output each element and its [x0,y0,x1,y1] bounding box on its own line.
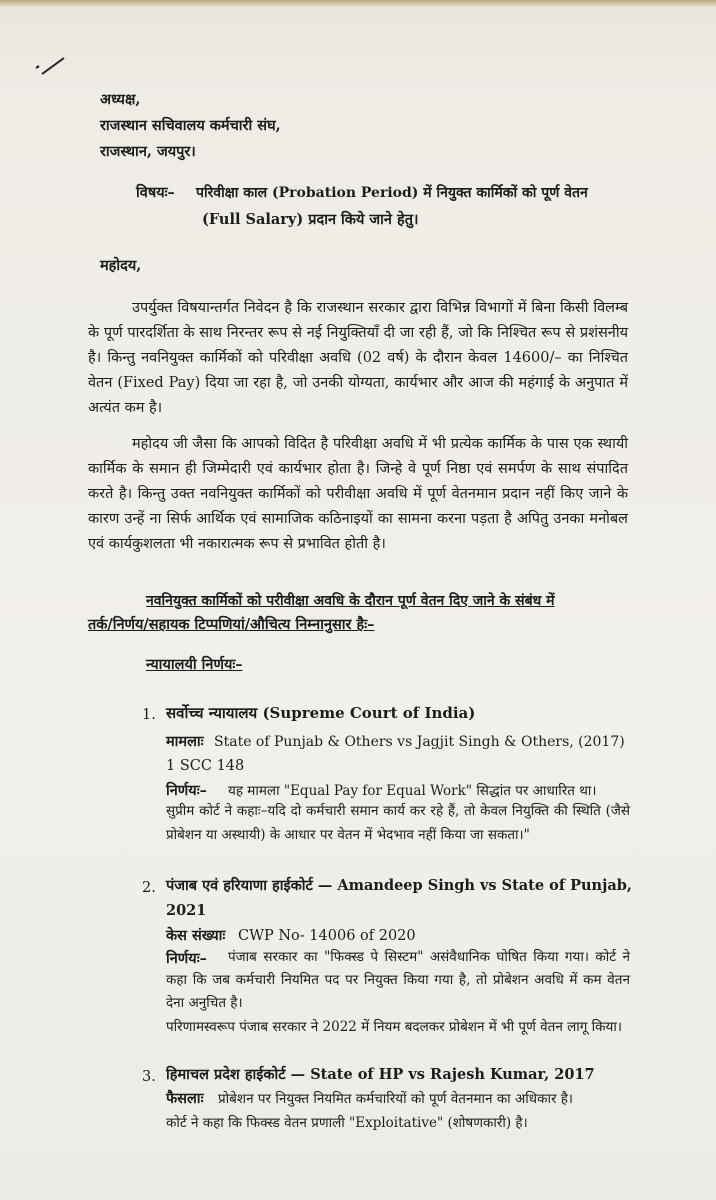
paragraph-1-text: उपर्युक्त विषयान्तर्गत निवेदन है कि राजस्थान सरकार द्वारा विभिन्न विभागों में बिना किसी विलम्ब के पूर्ण पारदर्शिता के साथ निरन्तर रूप से नई नियुक्तियाँ दी जा रही हैं, जो कि निश्चित रूप से प्रशंसनीय है। किन्तु नवनियुक्त कार्मिकों को परिवीक्षा अवधि (02 वर्ष) के दौरान केवल 14600/– का निश्चित वेतन (Fixed Pay) दिया जा रहा है, जो उनकी योग्यता, कार्यभार और आज की महंगाई के अनुपात में अत्यंत कम है। [88,300,628,416]
addressee-line-1: अध्यक्ष, [100,91,141,108]
case-3-number: 3. [142,1069,156,1085]
case-2-number: 2. [142,880,156,896]
case-2-ref-value: CWP No- 14006 of 2020 [238,928,416,944]
paragraph-2 [88,432,628,557]
case-3-verdict-label: फैसलाः [166,1090,204,1107]
case-3-verdict-line-1: प्रोबेशन पर नियुक्त नियमित कर्मचारियों को पूर्ण वेतनमान का अधिकार है। [218,1091,574,1107]
court-decisions-heading: न्यायालयी निर्णयः– [146,656,243,673]
case-1-court: सर्वोच्च न्यायालय (Supreme Court of India) [166,704,476,722]
case-1-ref-label: मामलाः [166,733,204,750]
pen-mark-icon [30,50,70,80]
subject-line-1: परिवीक्षा काल (Probation Period) में नियुक्त कार्मिकों को पूर्ण वेतन [196,185,588,201]
paragraph-2-text: महोदय जी जैसा कि आपको विदित है परिवीक्षा अवधि में भी प्रत्येक कार्मिक के पास एक स्थायी कार्मिक के समान ही जिम्मेदारी एवं कार्यभार होता है। जिन्हे वे पूर्ण निष्ठा एवं समर्पण के साथ संपादित करते है। किन्तु उक्त नवनियुक्त कार्मिकों को परीवीक्षा अवधि में पूर्ण वेतनमान प्रदान नहीं किए जाने के कारण उन्हें ना सिर्फ आर्थिक एवं सामाजिक कठिनाइयों का सामना करना पड़ता है अपितु उनका मनोबल एवं कार्यकुशलता भी नकारात्मक रूप से प्रभावित होती है। [88,436,628,552]
case-2-ref-label: केस संख्याः [166,927,226,944]
paragraph-1 [88,296,628,421]
case-1-note: सुप्रीम कोर्ट ने कहाः–यदि दो कर्मचारी समान कार्य कर रहे हैं, तो केवल नियुक्ति की स्थिति (जैसे प्रोबेशन या अस्थायी) के आधार पर वेतन में भेदभाव नहीं किया जा सकता।" [166,803,630,843]
case-2-decision-label: निर्णयः– [166,950,207,967]
case-3-verdict-line-2: कोर्ट ने कहा कि फिक्स्ड वेतन प्रणाली "Exploitative" (शोषणकारी) है। [166,1115,528,1131]
case-1-ref-line-1: State of Punjab & Others vs Jagjit Singh & Others, (2017) [214,734,625,750]
subject-label: विषयः– [136,184,175,201]
addressee-line-2: राजस्थान सचिवालय कर्मचारी संघ, [100,117,281,134]
addressee-line-3: राजस्थान, जयपुर। [100,143,196,160]
section-heading-line-2: तर्क/निर्णय/सहायक टिप्पणियां/औचित्य निम्नानुसार हैः– [88,616,375,633]
case-1-ref-line-2: 1 SCC 148 [166,758,245,774]
salutation: महोदय, [100,257,142,274]
case-1-decision-label: निर्णयः– [166,782,207,799]
case-3-court: हिमाचल प्रदेश हाईकोर्ट — State of HP vs Rajesh Kumar, 2017 [166,1066,595,1083]
case-2-court-line-2: 2021 [166,902,207,919]
subject-line-2: (Full Salary) प्रदान किये जाने हेतु। [202,211,419,228]
case-1-number: 1. [142,707,156,723]
page-top-edge [0,0,716,8]
case-1-decision-text: यह मामला "Equal Pay for Equal Work" सिद्धांत पर आधारित था। [228,783,597,799]
case-2-result: परिणामस्वरूप पंजाब सरकार ने 2022 में नियम बदलकर प्रोबेशन में भी पूर्ण वेतन लागू किया। [166,1019,622,1035]
section-heading-line-1: नवनियुक्त कार्मिकों को परीवीक्षा अवधि के दौरान पूर्ण वेतन दिए जाने के संबंध में [146,593,555,609]
case-2-court-line-1: पंजाब एवं हरियाणा हाईकोर्ट — Amandeep Singh vs State of Punjab, [166,877,632,894]
case-2-decision-text: पंजाब सरकार का "फिक्स्ड पे सिस्टम" असंवैधानिक घोषित किया गया। कोर्ट ने कहा कि जब कर्मचारी नियमित पद पर नियुक्त किया गया है, तो प्रोबेशन अवधि में कम वेतन देना अनुचित है। [166,949,630,1011]
